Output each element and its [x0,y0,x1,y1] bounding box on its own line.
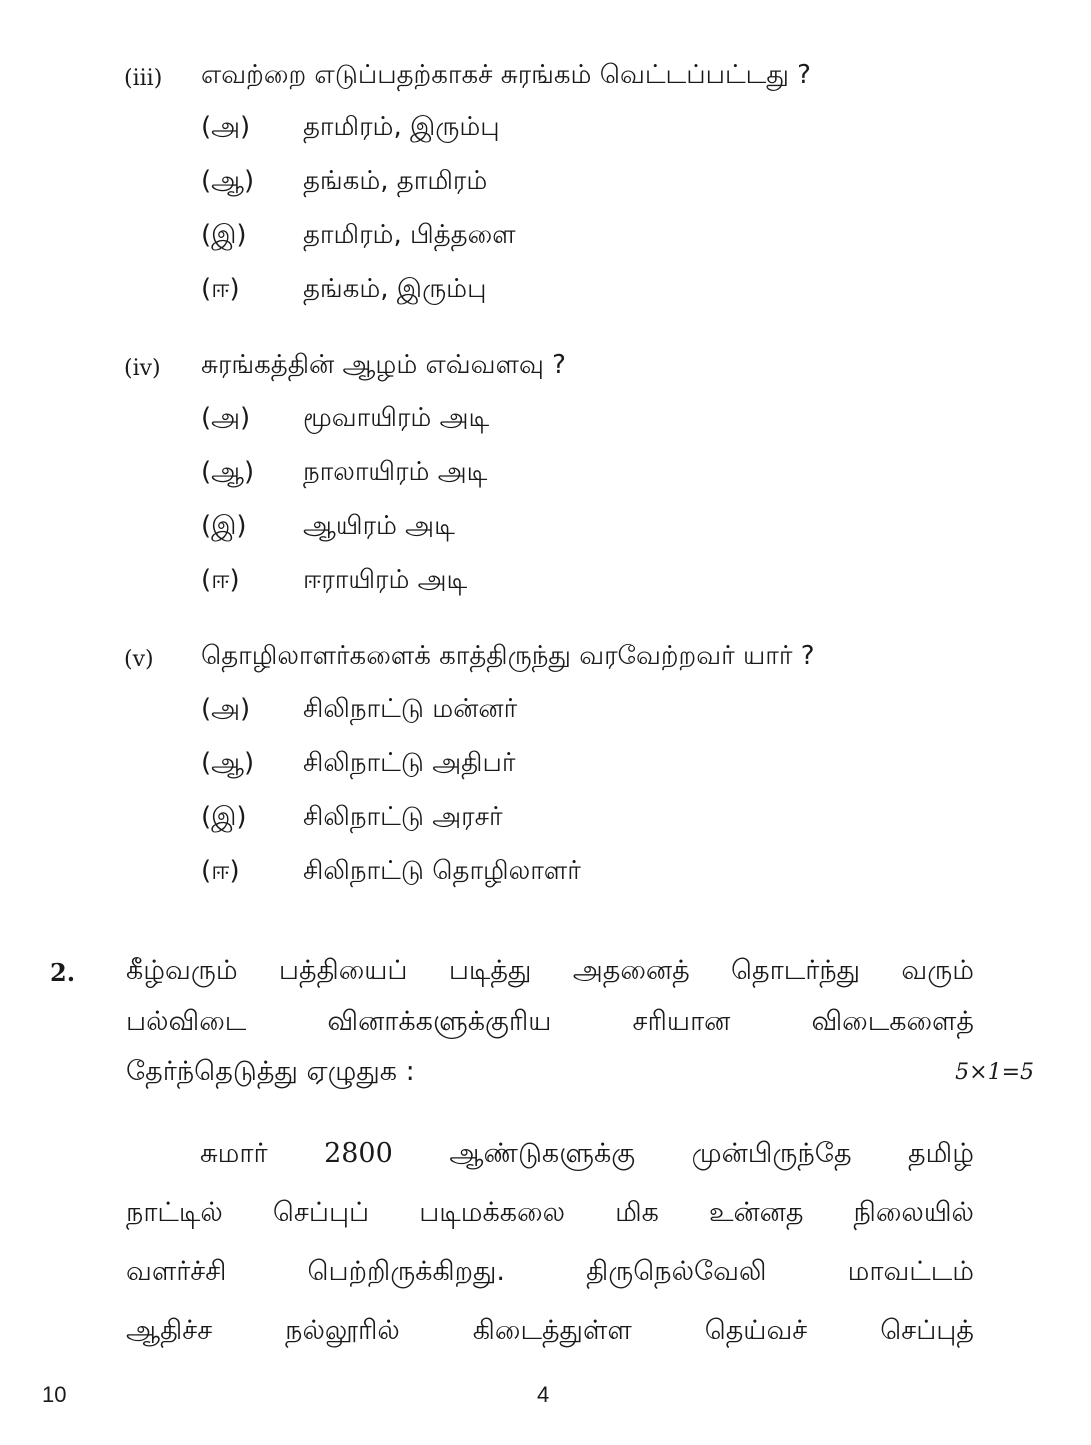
question-2-line-2 [126,1006,974,1041]
word: நாட்டில் [126,1197,223,1228]
question-number: (v) [124,647,154,672]
option-label: (ஆ) [201,748,255,778]
passage-line-4 [126,1315,974,1350]
word: சரியான [632,1006,731,1037]
option-text: சிலிநாட்டு அரசர் [303,802,503,832]
option-label: (இ) [201,511,247,541]
option-d [0,274,1091,314]
question-text: எவற்றை எடுப்பதற்காகச் சுரங்கம் வெட்டப்பட்டது ? [201,60,811,90]
page-number: 4 [537,1382,550,1407]
option-d [0,565,1091,605]
option-b [0,457,1091,497]
option-label: (இ) [201,220,247,250]
word: தெய்வச் [704,1315,808,1346]
passage-line-3 [126,1256,974,1291]
passage-line-1 [200,1138,974,1173]
option-label: (ஆ) [201,166,255,196]
option-a [0,694,1091,734]
option-text: தங்கம், தாமிரம் [303,166,488,196]
question-2-line-3 [126,1056,974,1091]
word: வளர்ச்சி [126,1256,227,1287]
question-number: (iii) [124,66,163,91]
option-label: (அ) [201,403,251,433]
question-text: சுரங்கத்தின் ஆழம் எவ்வளவு ? [201,350,566,380]
word: பெற்றிருக்கிறது. [307,1256,506,1287]
passage-line-2 [126,1197,974,1232]
option-label: (ஈ) [201,274,240,304]
question-text: தொழிலாளர்களைக் காத்திருந்து வரவேற்றவர் யார் ? [201,641,815,671]
question-2-instruction: தேர்ந்தெடுத்து ஏழுதுக : [126,1056,415,1087]
option-label: (ஆ) [201,457,255,487]
word: படித்து [448,955,532,986]
word: வரும் [901,955,974,986]
question-number: (iv) [124,356,161,381]
option-b [0,748,1091,788]
question-2-line-1 [126,955,974,990]
option-label: (ஈ) [201,565,240,595]
option-a [0,403,1091,443]
word: மிக [615,1197,659,1228]
option-text: சிலிநாட்டு அதிபர் [303,748,516,778]
word: மாவட்டம் [847,1256,974,1287]
word: படிமக்கலை [419,1197,566,1228]
word: ஆண்டுகளுக்கு [449,1138,636,1169]
word: முன்பிருந்தே [691,1138,852,1169]
word: திருநெல்வேலி [586,1256,767,1287]
option-a [0,112,1091,152]
word: பல்விடை [126,1006,247,1037]
word: கீழ்வரும் [126,955,238,986]
option-text: தங்கம், இரும்பு [303,274,487,304]
word: அதனைத் [572,955,690,986]
word: தமிழ் [908,1138,974,1169]
option-label: (இ) [201,802,247,832]
marks-allocation: 5×1=5 [955,1060,1034,1085]
word: வினாக்களுக்குரிய [327,1006,552,1037]
word: செப்புத் [880,1315,974,1346]
word: உன்னத [709,1197,804,1228]
option-text: சிலிநாட்டு தொழிலாளர் [303,856,581,886]
question-2-number: 2. [50,958,76,987]
option-text: தாமிரம், பித்தளை [303,220,516,250]
option-text: ஆயிரம் அடி [303,511,455,541]
word: செப்புப் [272,1197,370,1228]
option-c [0,220,1091,260]
word: நல்லூரில் [285,1315,400,1346]
option-d [0,856,1091,896]
option-text: ஈராயிரம் அடி [303,565,468,595]
option-c [0,802,1091,842]
option-text: சிலிநாட்டு மன்னர் [303,694,518,724]
option-b [0,166,1091,206]
option-text: மூவாயிரம் அடி [303,403,490,433]
option-c [0,511,1091,551]
year-number: 2800 [324,1138,393,1169]
word: ஆதிச்ச [126,1315,213,1346]
word: பத்தியைப் [278,955,408,986]
option-label: (அ) [201,694,251,724]
option-label: (ஈ) [201,856,240,886]
option-text: தாமிரம், இரும்பு [303,112,500,142]
word: சுமார் [200,1138,268,1169]
word: விடைகளைத் [811,1006,974,1037]
word: நிலையில் [853,1197,974,1228]
word: கிடைத்துள்ள [472,1315,632,1346]
footer-code: 10 [42,1382,67,1407]
option-text: நாலாயிரம் அடி [303,457,488,487]
word: தொடர்ந்து [731,955,861,986]
option-label: (அ) [201,112,251,142]
